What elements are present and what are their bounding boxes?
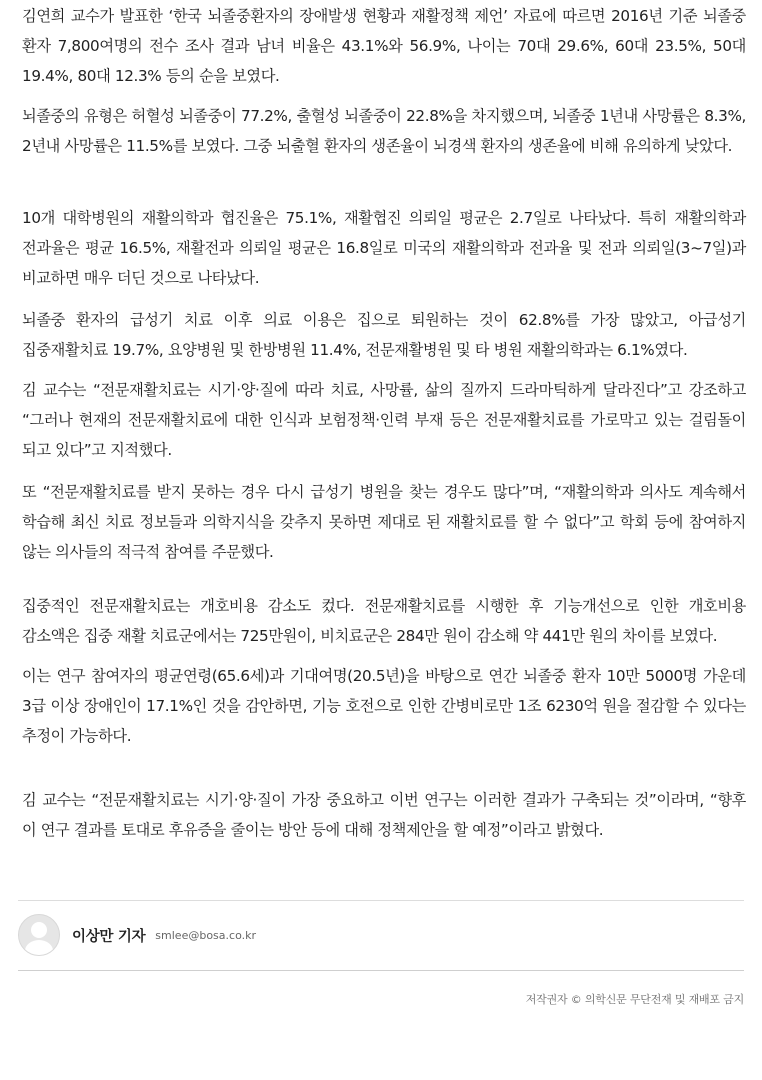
- copyright-notice: 저작권자 © 의학신문 무단전재 및 재배포 금지: [525, 993, 744, 1006]
- article-paragraph-5: 김 교수는 “전문재활치료는 시기·양·질에 따라 치료, 사망률, 삶의 질까지 드라마틱하게 달라진다”고 강조하고 “그러나 현재의 전문재활치료에 대한 인식과 보험정책·인력 부재 등은 전문재활치료를 가로막고 있는 걸림돌이 되고 있다”고 지적했다.: [22, 381, 746, 459]
- user-avatar-icon[interactable]: [18, 914, 60, 956]
- article-paragraph-1: 김연희 교수가 발표한 ‘한국 뇌졸중환자의 장애발생 현황과 재활정책 제언’ 자료에 따르면 2016년 기준 뇌졸중 환자 7,800여명의 전수 조사 결과 남녀 비율은 43.1%와 56.9%, 나이는 70대 29.6%, 60대 23.5%, 50대 19.4%, 80대 12.3% 등의 순을 보였다.: [22, 7, 746, 85]
- article-paragraph-6: 또 “전문재활치료를 받지 못하는 경우 다시 급성기 병원을 찾는 경우도 많다”며, “재활의학과 의사도 계속해서 학습해 최신 치료 정보들과 의학지식을 갖추지 못하면 제대로 된 재활치료를 할 수 없다”고 학회 등에 참여하지 않는 의사들의 적극적 참여를 주문했다.: [22, 483, 746, 561]
- author-name[interactable]: 이상만 기자: [72, 928, 146, 945]
- author-byline: [18, 912, 256, 958]
- article-paragraph-4: 뇌졸중 환자의 급성기 치료 이후 의료 이용은 집으로 퇴원하는 것이 62.8%를 가장 많았고, 아급성기 집중재활치료 19.7%, 요양병원 및 한방병원 11.4%, 전문재활병원 및 타 병원 재활의학과는 6.1%였다.: [22, 311, 746, 359]
- author-divider-bottom: [18, 970, 744, 971]
- author-divider-top: [18, 900, 744, 901]
- article-paragraph-2: 뇌졸중의 유형은 허혈성 뇌졸중이 77.2%, 출혈성 뇌졸중이 22.8%을 차지했으며, 뇌졸중 1년내 사망률은 8.3%, 2년내 사망률은 11.5%를 보였다. 그중 뇌출혈 환자의 생존율이 뇌경색 환자의 생존율에 비해 유의하게 낮았다.: [22, 107, 746, 155]
- article-paragraph-8: 이는 연구 참여자의 평균연령(65.6세)과 기대여명(20.5년)을 바탕으로 연간 뇌졸중 환자 10만 5000명 가운데 3급 이상 장애인이 17.1%인 것을 감안하면, 기능 호전으로 인한 간병비로만 1조 6230억 원을 절감할 수 있다는 추정이 가능하다.: [22, 667, 746, 745]
- author-email[interactable]: smlee@bosa.co.kr: [155, 928, 256, 942]
- article-paragraph-7: 집중적인 전문재활치료는 개호비용 감소도 컸다. 전문재활치료를 시행한 후 기능개선으로 인한 개호비용 감소액은 집중 재활 치료군에서는 725만원이, 비치료군은 284만 원이 감소해 약 441만 원의 차이를 보였다.: [22, 597, 746, 645]
- article-paragraph-3: 10개 대학병원의 재활의학과 협진율은 75.1%, 재활협진 의뢰일 평균은 2.7일로 나타났다. 특히 재활의학과 전과율은 평균 16.5%, 재활전과 의뢰일 평균은 16.8일로 미국의 재활의학과 전과율 및 전과 의뢰일(3~7일)과 비교하면 매우 더딘 것으로 나타났다.: [22, 209, 746, 287]
- article-paragraph-9: 김 교수는 “전문재활치료는 시기·양·질이 가장 중요하고 이번 연구는 이러한 결과가 구축되는 것”이라며, “향후 이 연구 결과를 토대로 후유증을 줄이는 방안 등에 대해 정책제안을 할 예정”이라고 밝혔다.: [22, 791, 746, 839]
